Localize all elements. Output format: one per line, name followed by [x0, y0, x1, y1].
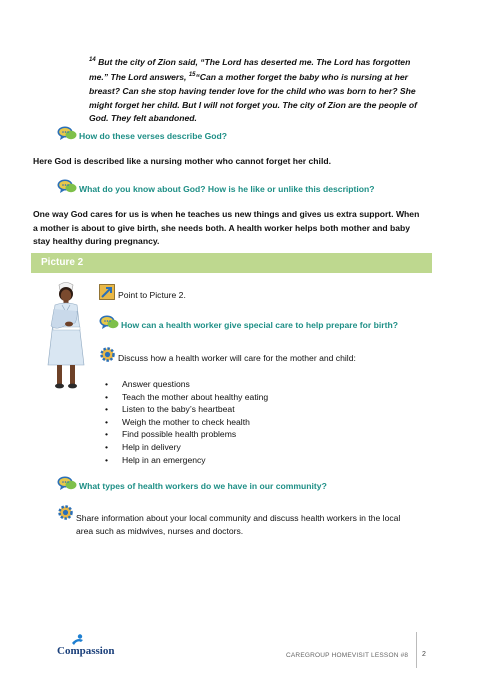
instruction-text: Discuss how a health worker will care for the mother and child: [118, 353, 356, 363]
question-row [57, 125, 227, 142]
verse-text-1: But the city of Zion said, “The Lord has deserted me. The Lord has forgotten me.” The Lord answers, [89, 56, 411, 83]
instruction-row [99, 283, 186, 300]
question-text: How can a health worker give special care to help prepare for birth? [121, 319, 398, 330]
question-text: What types of health workers do we have in our community? [79, 480, 327, 491]
question-text: How do these verses describe God? [79, 130, 228, 141]
answer-text: One way God cares for us is when he teaches us new things and gives us extra support. When a mother is about to give birth, she needs both. A health worker helps both mother and baby stay healthy during pregnancy. [33, 209, 420, 247]
question-row [57, 178, 375, 195]
question-row [99, 314, 398, 331]
page-number: 2 [422, 651, 427, 658]
speech-bubbles-icon [57, 475, 77, 492]
verse-text-2: “Can a mother forget the baby who is nursing at her breast? Can she stop having tender love for the child who was born to her? She might forget her child. But I will not forget you. The city of Zion are the people of God. They felt abandoned. [89, 72, 417, 124]
list-item: • Help in delivery [102, 441, 268, 454]
gear-discussion-icon [57, 504, 74, 521]
question-text: What do you know about God? How is he like or unlike this description? [79, 183, 375, 194]
nurse-illustration [44, 281, 89, 393]
section-heading-bar [31, 253, 432, 273]
footer-lesson-label: CAREGROUP HOMEVISIT LESSON #8 [286, 652, 409, 659]
verse-number: 15 [188, 72, 196, 79]
speech-bubbles-icon [57, 178, 77, 195]
list-item: • Find possible health problems [102, 428, 268, 441]
question-row [57, 475, 327, 492]
list-item: • Weigh the mother to check health [102, 416, 268, 429]
list-item: • Listen to the baby’s heartbeat [102, 403, 268, 416]
answer-text: Here God is described like a nursing mother who cannot forget her child. [33, 156, 331, 166]
list-item: • Answer questions [102, 378, 268, 391]
instruction-row [99, 345, 356, 363]
gear-discussion-icon [99, 346, 116, 363]
verse-number: 14 [89, 57, 96, 63]
bible-verse [89, 54, 429, 126]
health-worker-care-list [102, 378, 268, 466]
speech-bubbles-icon [57, 125, 77, 142]
list-item: • Help in an emergency [102, 454, 268, 467]
footer-divider [416, 632, 417, 668]
pointing-arrow-icon [99, 284, 115, 300]
list-item: • Teach the mother about healthy eating [102, 391, 268, 404]
instruction-text: Share information about your local community and discuss health workers in the local area such as midwives, nurses and doctors. [76, 513, 401, 536]
logo-text: Compassion [57, 645, 115, 657]
speech-bubbles-icon [99, 314, 119, 331]
instruction-text: Point to Picture 2. [118, 290, 186, 300]
section-heading: Picture 2 [41, 257, 84, 268]
